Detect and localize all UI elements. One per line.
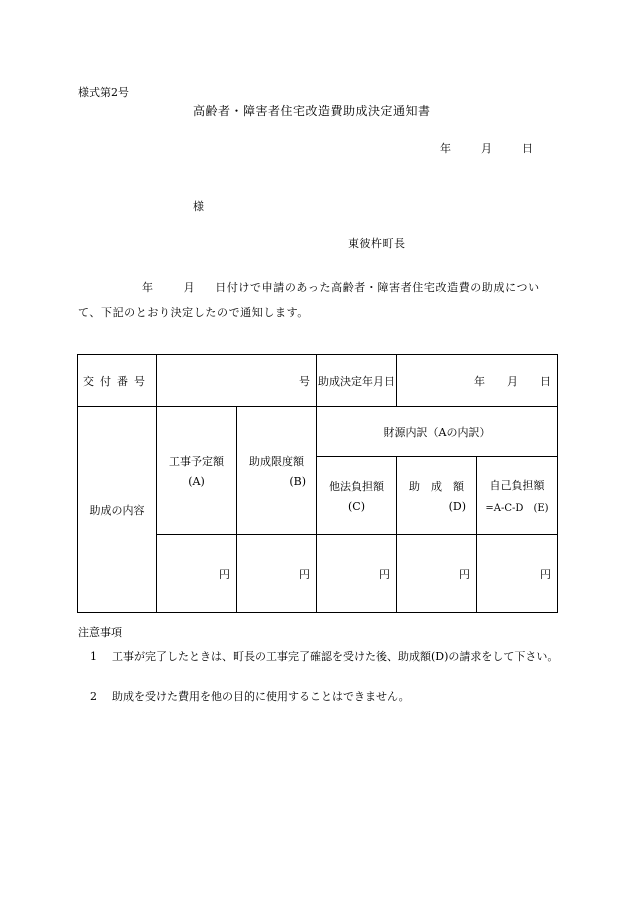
- col-subsidy-limit: [237, 407, 317, 535]
- amount-c: 円: [317, 535, 397, 613]
- col-other-law: [317, 457, 397, 535]
- note-2-text: 助成を受けた費用を他の目的に使用することはできません。: [112, 690, 410, 703]
- note-2-number: 2: [90, 690, 97, 703]
- number-suffix: 号: [299, 374, 310, 388]
- col-self-code: =A-C-D (E): [485, 503, 549, 514]
- col-subsidy-code: (D): [448, 500, 466, 513]
- amount-b: 円: [237, 535, 317, 613]
- amount-a: 円: [157, 535, 237, 613]
- decision-month: 月: [507, 374, 518, 388]
- amount-d: 円: [397, 535, 477, 613]
- col-construction-estimate: [157, 407, 237, 535]
- date-year: 年: [440, 142, 451, 155]
- note-item-2: [90, 690, 410, 704]
- col-construction-label: 工事予定額: [169, 455, 224, 468]
- date-month: 月: [481, 142, 492, 155]
- col-subsidy-amount: [397, 457, 477, 535]
- delivery-number-label: 交付番号: [78, 355, 157, 407]
- col-limit-code: (B): [289, 475, 306, 488]
- funding-header: 財源内訳（Aの内訳）: [317, 407, 558, 457]
- note-1-number: 1: [90, 650, 97, 663]
- col-subsidy-label: 助 成 額: [409, 480, 464, 493]
- document-title: 高齢者・障害者住宅改造費助成決定通知書: [193, 104, 431, 118]
- date-day: 日: [522, 142, 533, 155]
- body-month: 月: [183, 281, 196, 294]
- content-label: 助成の内容: [78, 407, 157, 613]
- note-item-1: [90, 646, 560, 668]
- body-text: 日付けで申請のあった高齢者・障害者住宅改造費の助成について、下記のとおり決定したので通知します。: [78, 281, 540, 319]
- decision-table: [77, 354, 558, 613]
- addressee: 様: [193, 200, 204, 213]
- col-construction-code: (A): [188, 475, 205, 488]
- col-other-law-code: (C): [348, 500, 365, 513]
- col-self-label: 自己負担額: [489, 479, 545, 492]
- note-1-text: 工事が完了したときは、町長の工事完了確認を受けた後、助成額(D)の請求をして下さい。: [112, 650, 559, 663]
- body-paragraph: [78, 275, 558, 325]
- decision-date-value: [397, 355, 558, 407]
- form-number: 様式第2号: [78, 86, 129, 99]
- decision-year: 年: [474, 374, 485, 388]
- issue-date: [440, 142, 533, 156]
- decision-day: 日: [540, 374, 551, 388]
- col-self-burden: [477, 457, 558, 535]
- col-limit-label: 助成限度額: [249, 455, 304, 468]
- amount-e: 円: [477, 535, 558, 613]
- col-other-law-label: 他法負担額: [329, 480, 384, 493]
- body-year: 年: [142, 281, 154, 294]
- delivery-number-value: [157, 355, 317, 407]
- issuer: 東彼杵町長: [348, 237, 406, 250]
- decision-date-label: 助成決定年月日: [317, 355, 397, 407]
- notes-heading: 注意事項: [78, 626, 122, 639]
